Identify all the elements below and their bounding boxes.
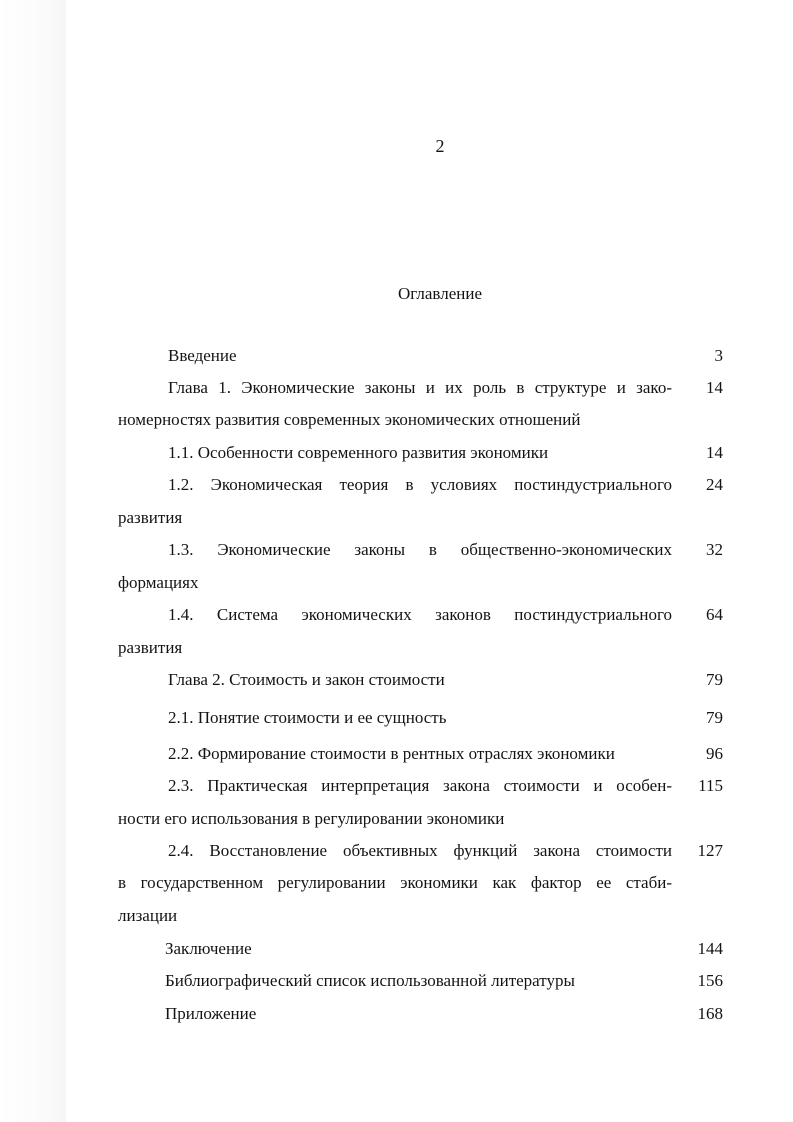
page-number: 2 [435,136,445,156]
toc-entry-section-2-4-cont: лизации [118,906,178,925]
toc-entry-conclusion: Заключение [165,939,252,958]
toc-entry-section-1-4: 1.4. Система экономических законов постиндустриального [168,605,672,624]
toc-page-number: 144 [697,939,723,958]
toc-entry-section-1-2-cont: развития [118,508,183,527]
toc-entry-chapter-1: Глава 1. Экономические законы и их роль в структуре и зако- [168,378,672,397]
toc-entry-section-2-4: 2.4. Восстановление объективных функций закона стоимости [168,841,672,860]
toc-entry-section-1-3: 1.3. Экономические законы в общественно-экономических [168,540,672,559]
toc-entry-appendix: Приложение [165,1004,257,1023]
toc-entry-section-2-4-cont: в государственном регулировании экономики как фактор ее стаби- [118,873,672,892]
toc-entry-introduction: Введение [168,346,237,365]
toc-page-number: 168 [697,1004,723,1023]
toc-entry-section-2-3: 2.3. Практическая интерпретация закона стоимости и особен- [168,776,672,795]
toc-page-number: 115 [698,776,723,795]
toc-entry-chapter-1-cont: номерностях развития современных экономических отношений [118,410,581,429]
scan-edge-shade [0,0,66,1122]
toc-page-number: 79 [706,708,723,727]
toc-page-number: 24 [706,475,723,494]
toc-page-number: 96 [706,744,723,763]
toc-entry-bibliography: Библиографический список использованной литературы [165,971,575,990]
toc-page-number: 32 [706,540,723,559]
toc-page-number: 156 [697,971,723,990]
toc-page-number: 79 [706,670,723,689]
toc-entry-section-2-2: 2.2. Формирование стоимости в рентных отраслях экономики [168,744,615,763]
toc-page-number: 64 [706,605,723,624]
toc-page-number: 14 [706,443,723,462]
toc-title: Оглавление [398,284,482,303]
toc-entry-section-1-4-cont: развития [118,638,183,657]
toc-page-number: 127 [697,841,723,860]
toc-entry-section-1-3-cont: формациях [118,573,199,592]
toc-entry-section-1-1: 1.1. Особенности современного развития экономики [168,443,549,462]
toc-entry-section-2-1: 2.1. Понятие стоимости и ее сущность [168,708,447,727]
toc-entry-chapter-2: Глава 2. Стоимость и закон стоимости [168,670,445,689]
toc-entry-section-1-2: 1.2. Экономическая теория в условиях постиндустриального [168,475,672,494]
toc-page-number: 14 [706,378,723,397]
toc-page-number: 3 [714,346,723,365]
toc-entry-section-2-3-cont: ности его использования в регулировании экономики [118,809,505,828]
